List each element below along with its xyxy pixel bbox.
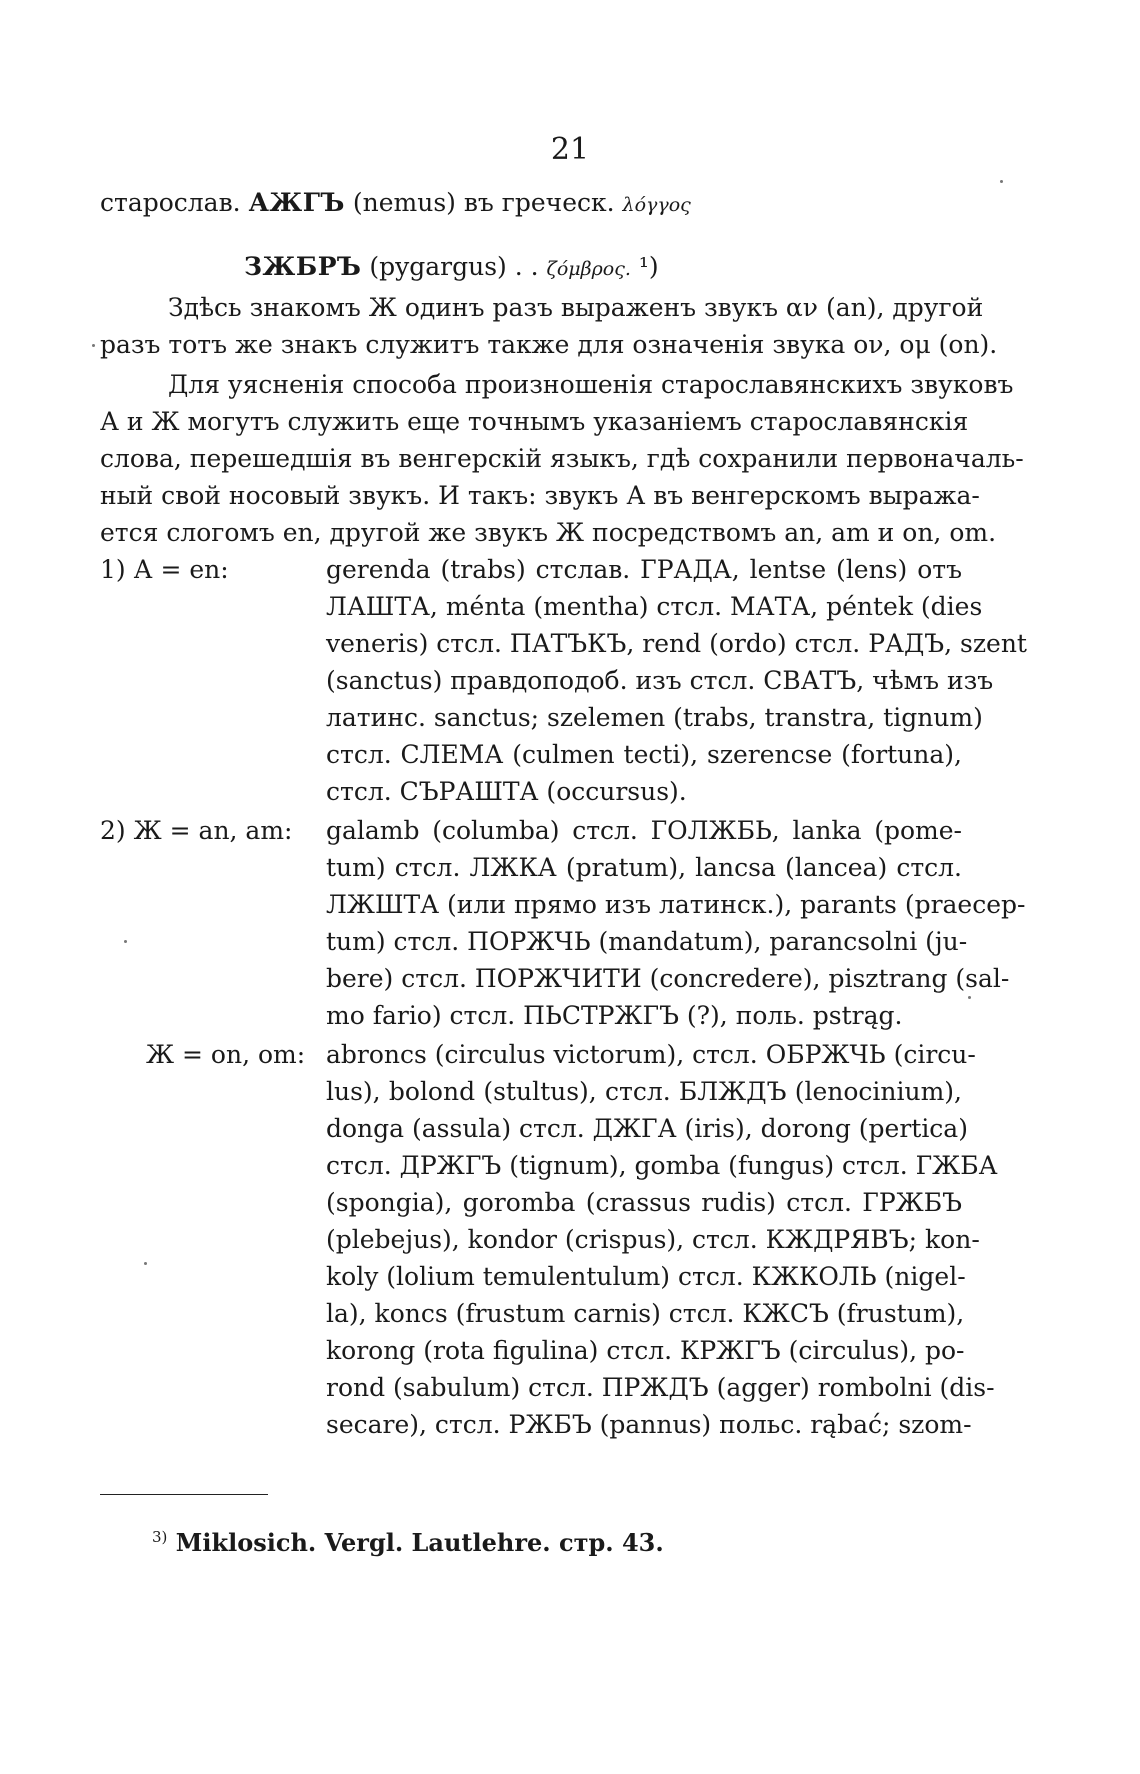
scan-speck <box>1000 180 1003 183</box>
list-3-line: стсл. ДРЖГЪ (tignum), gomba (fungus) стсл. ГЖБА <box>326 1151 998 1180</box>
list-3-line: korong (rota figulina) стсл. КРЖГЪ (circulus), po- <box>326 1336 965 1365</box>
head-line-1-cs-word: АЖГЪ <box>248 188 345 217</box>
list-3-line: la), koncs (frustum carnis) стсл. КЖСЪ (frustum), <box>326 1299 965 1328</box>
scan-speck <box>92 344 95 347</box>
head-line-2-greek: ζόμβρος. <box>546 258 631 280</box>
para1-line: Здѣсь знакомъ Ж одинъ разъ выраженъ звукъ αν (an), другой <box>168 293 984 322</box>
list-3-line: koly (lolium temulentulum) стсл. КЖКОЛЬ (nigel- <box>326 1262 966 1291</box>
list-2-line: tum) стсл. ЛЖКА (pratum), lancsa (lancea) стсл. <box>326 853 962 882</box>
head-line-1 <box>100 184 962 224</box>
list-2-line: ЛЖШТА (или прямо изъ латинск.), parants (praecep- <box>326 890 1026 919</box>
head-line-2-cs-word: ЗЖБРЪ <box>244 252 362 281</box>
list-1-line: (sanctus) правдоподоб. изъ стсл. СВАТЪ, чѣмъ изъ <box>326 666 994 695</box>
list-3-line: donga (assula) стсл. ДЖГА (iris), dorong (pertica) <box>326 1114 968 1143</box>
para2-line: Для уясненія способа произношенія старославянскихъ звуковъ <box>168 370 1014 399</box>
para2-line: А и Ж могутъ служить еще точнымъ указаніемъ старославянскія <box>100 407 969 436</box>
list-3-line: rond (sabulum) стсл. ПРЖДЪ (agger) rombolni (dis- <box>326 1373 995 1402</box>
head-line-1-mid: (nemus) въ греческ. <box>352 188 615 217</box>
list-3-line: (spongia), goromba (crassus rudis) стсл. ГРЖБЪ <box>326 1188 962 1217</box>
list-1-line: ЛАШТА, ménta (mentha) стсл. МАТА, péntek (dies <box>326 592 983 621</box>
list-3-label: Ж = on, om: <box>146 1040 306 1069</box>
list-1-line: стсл. СЛЕМА (culmen tecti), szerencse (fortuna), <box>326 740 962 769</box>
list-3-line: secare), стсл. РЖБЪ (pannus) польс. rąbać; szom- <box>326 1410 972 1439</box>
list-2-line: bere) стсл. ПОРЖЧИТИ (concredere), pisztrang (sal- <box>326 964 1010 993</box>
para2-line: ется слогомъ en, другой же звукъ Ж посредствомъ an, am и on, om. <box>100 518 997 547</box>
footnote-rule <box>100 1494 268 1495</box>
list-2-line: mo fario) стсл. ПЬСТРЖГЪ (?), поль. pstrąg. <box>326 1001 903 1030</box>
list-1-line: стсл. СЪРАШТА (occursus). <box>326 777 687 806</box>
scan-speck <box>144 1262 147 1265</box>
list-2-label: 2) Ж = an, am: <box>100 816 293 845</box>
list-1-line: veneris) стсл. ПАТЪКЪ, rend (ordo) стсл. РАДЪ, szent <box>326 629 1027 658</box>
list-3-line: abroncs (circulus victorum), стсл. ОБРЖЧЬ (circu- <box>326 1040 976 1069</box>
list-3-line: (plebejus), kondor (crispus), стсл. КЖДРЯВЪ; kon- <box>326 1225 980 1254</box>
list-1-line: латинс. sanctus; szelemen (trabs, transtra, tignum) <box>326 703 983 732</box>
para1-line: разъ тотъ же знакъ служитъ также для означенія звука ον, ομ (on). <box>100 330 998 359</box>
footnote-text: Miklosich. Vergl. Lautlehre. стр. 43. <box>175 1528 664 1557</box>
list-2-line: galamb (columba) стсл. ГОЛЖБЬ, lanka (pome- <box>326 816 962 845</box>
list-1-line: gerenda (trabs) стслав. ГРАДА, lentse (lens) отъ <box>326 555 962 584</box>
scan-speck <box>124 940 127 943</box>
page-number: 21 <box>550 132 590 167</box>
para2-line: ный свой носовый звукъ. И такъ: звукъ А въ венгерскомъ выража- <box>100 481 980 510</box>
head-line-2 <box>244 248 744 288</box>
list-2-line: tum) стсл. ПОРЖЧЬ (mandatum), parancsolni (ju- <box>326 927 968 956</box>
head-line-2-mark: ¹) <box>638 252 659 281</box>
para2-line: слова, перешедшія въ венгерскій языкъ, гдѣ сохранили первоначаль- <box>100 444 1024 473</box>
footnote-mark: 3) <box>152 1528 168 1546</box>
head-line-1-lead: старослав. <box>100 188 241 217</box>
head-line-2-mid: (pygargus) . . <box>369 252 539 281</box>
scan-speck <box>968 996 971 999</box>
list-1-label: 1) А = en: <box>100 555 229 584</box>
head-line-1-greek: λόγγος <box>622 194 691 216</box>
list-3-line: lus), bolond (stultus), стсл. БЛЖДЪ (lenocinium), <box>326 1077 962 1106</box>
footnote <box>152 1528 664 1557</box>
